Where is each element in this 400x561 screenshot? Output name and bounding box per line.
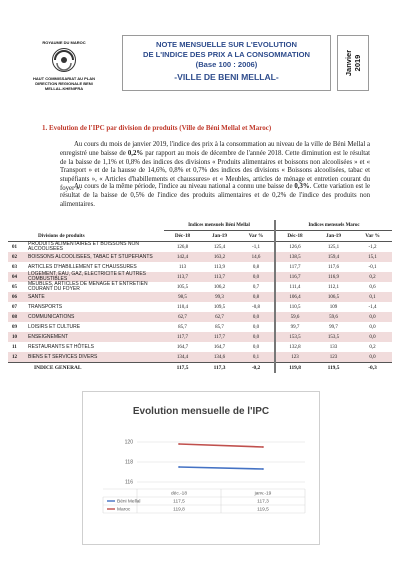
data-table-value: 119,5: [257, 507, 269, 513]
row-label: LOGEMENT, EAU, GAZ, ELECTRICITE ET AUTRES COMBUSTIBLES: [26, 272, 164, 282]
row-cell: 62,7: [164, 312, 201, 322]
series-point: [178, 443, 180, 445]
row-cell: 113,7: [201, 272, 238, 282]
row-cell: 153,5: [314, 332, 353, 342]
row-cell: 113: [178, 264, 187, 270]
row-cell: 133: [329, 344, 338, 350]
row-cell: 138,5: [275, 252, 314, 262]
y-tick-label: 116: [125, 479, 133, 486]
row-code: 06: [8, 292, 26, 302]
row-code: 10: [8, 332, 26, 342]
col-header: Jan-19: [201, 231, 238, 242]
row-code: 12: [8, 352, 26, 363]
row-cell: 117,6: [327, 264, 340, 270]
row-cell: 15,1: [353, 252, 392, 262]
row-cell: 123: [275, 352, 314, 363]
row-cell: 0,1: [238, 352, 275, 363]
row-code: 01: [12, 244, 17, 250]
table-row: [8, 282, 392, 292]
hcp-logo-icon: [51, 47, 77, 73]
row-cell: 0,0: [353, 352, 392, 363]
row-cell: 0,0: [238, 332, 275, 342]
row-cell: 0,0: [238, 312, 275, 322]
table-row: [8, 322, 392, 332]
row-cell: 62,7: [201, 312, 238, 322]
row-cell: -1,1: [252, 244, 260, 250]
row-label: LOISIRS ET CULTURE: [28, 323, 81, 330]
group-header-beni-mellal: Indices mensuels Béni Mellal: [164, 220, 275, 231]
row-code: 03: [12, 264, 17, 270]
date-year: 2019: [353, 54, 362, 72]
region-title: -VILLE DE BENI MELLAL-: [174, 72, 279, 82]
total-cell: 117,3: [201, 363, 238, 374]
table-row: [8, 302, 392, 312]
section-title: 1. Evolution de l'IPC par division de produits (Ville de Béni Mellal et Maroc): [42, 124, 272, 132]
series-point: [262, 468, 264, 470]
row-cell: -0,8: [252, 304, 260, 310]
row-cell: 125,4: [213, 244, 226, 250]
row-cell: 0,2: [369, 344, 376, 350]
row-cell: 110,5: [275, 302, 314, 312]
row-label: MEUBLES, ARTICLES DE MENAGE ET ENTRETIEN COURANT DU FOYER: [28, 281, 148, 292]
row-code: 09: [12, 324, 17, 330]
total-cell: 119,5: [314, 363, 353, 374]
row-cell: 106,5: [314, 292, 353, 302]
row-cell: 125,1: [327, 244, 340, 250]
table-row: [8, 352, 392, 363]
row-cell: 164,7: [213, 344, 226, 350]
kingdom-label: ROYAUME DU MAROC: [42, 40, 86, 45]
row-cell: 99,3: [201, 292, 238, 302]
total-row: [8, 363, 392, 374]
row-code: 08: [8, 312, 26, 322]
row-cell: 0,1: [353, 292, 392, 302]
row-code: 04: [8, 272, 26, 282]
row-cell: 163,2: [201, 252, 238, 262]
row-cell: 0,0: [353, 312, 392, 322]
row-cell: -1,4: [368, 304, 377, 310]
highlight-value: 0,2%: [127, 149, 144, 157]
paragraph-text: Au cours de la même période, l'indice au niveau national a connu une baisse de: [74, 183, 295, 190]
row-cell: 109: [329, 304, 338, 310]
row-cell: 99,7: [275, 322, 314, 332]
agency-line: MELLAL-KHENIFRA: [44, 86, 84, 91]
series-line: [179, 467, 263, 469]
agency-block: [22, 40, 106, 91]
ipc-chart: [82, 391, 320, 545]
y-tick-label: 120: [124, 439, 133, 446]
data-table-value: 119,8: [173, 507, 185, 513]
row-cell: 109,5: [213, 304, 226, 310]
row-cell: 153,5: [275, 332, 314, 342]
legend-series-name: Maroc: [117, 507, 131, 513]
row-cell: 59,6: [275, 312, 314, 322]
row-cell: 117,7: [201, 332, 238, 342]
row-code: 02: [8, 252, 26, 262]
row-label: RESTAURANTS ET HÔTELS: [28, 343, 94, 350]
row-label: ARTICLES D'HABILLEMENT ET CHAUSSURES: [28, 263, 137, 270]
row-cell: 110,4: [176, 304, 189, 310]
row-label: COMMUNICATIONS: [26, 312, 164, 322]
chart-title: Evolution mensuelle de l'IPC: [132, 406, 270, 417]
row-cell: 123: [314, 352, 353, 363]
agency-line: HAUT COMMISSARIAT AU PLAN: [33, 76, 95, 81]
table-row: [8, 332, 392, 342]
row-cell: 164,7: [176, 344, 189, 350]
row-cell: 85,7: [215, 324, 224, 330]
row-cell: 132,8: [275, 342, 314, 352]
row-label: SANTE: [26, 292, 164, 302]
total-cell: -0,3: [353, 363, 392, 374]
row-label: PRODUITS ALIMENTAIRES ET BOISSONS NON ALCOOLISEES: [28, 241, 139, 252]
paragraph-maroc: [60, 183, 370, 209]
row-cell: 0,7: [252, 284, 260, 290]
col-header-division: Divisions de produits: [26, 231, 164, 242]
row-cell: 85,7: [178, 324, 187, 330]
row-cell: 106,4: [275, 292, 314, 302]
date-month: Janvier: [344, 49, 353, 77]
row-cell: 0,0: [353, 332, 392, 342]
table-row: [8, 292, 392, 302]
row-label: BIENS ET SERVICES DIVERS: [26, 352, 164, 363]
date-label: [344, 50, 362, 76]
row-label: BOISSONS ALCOOLISEES, TABAC ET STUPEFIANTS: [26, 252, 164, 262]
total-cell: 117,5: [164, 363, 201, 374]
row-cell: -1,2: [368, 244, 377, 250]
highlight-value: 0,3%: [294, 183, 310, 190]
table-row: [8, 252, 392, 262]
y-tick-label: 118: [125, 459, 133, 466]
date-box: [337, 35, 369, 91]
row-cell: 0,8: [238, 292, 275, 302]
legend-series-name: Béni Mellal: [117, 499, 141, 505]
row-cell: 142,4: [164, 252, 201, 262]
row-cell: 134,4: [164, 352, 201, 363]
row-cell: 112,1: [327, 284, 340, 290]
table-row: [8, 242, 392, 253]
col-header: Déc-18: [164, 231, 201, 242]
total-cell: -0,2: [238, 363, 275, 374]
row-cell: 98,5: [164, 292, 201, 302]
x-category-label: déc.-18: [171, 491, 187, 497]
paragraph-text: . Cette variation est le résultat de la baisse de 0,5% de l'indice des produits alimentaires et de 0,2% de l'indice des produits non alimentaires.: [60, 183, 371, 208]
row-cell: 0,6: [369, 284, 376, 290]
paragraph-text: Au cours du mois de janvier 2019, l'indice des prix à la consommation au niveau de la ville de Béni Mellal a enregistré une baisse de: [60, 141, 370, 157]
title-line: (Base 100 : 2006): [195, 60, 258, 69]
row-cell: 113,7: [164, 272, 201, 282]
row-code: 07: [12, 304, 17, 310]
row-cell: 113,9: [213, 264, 226, 270]
row-cell: 105,5: [176, 284, 189, 290]
total-cell: 119,8: [275, 363, 314, 374]
col-header: Var %: [353, 231, 392, 242]
row-cell: 126,6: [275, 242, 314, 253]
series-line: [179, 444, 263, 447]
row-cell: 0,0: [369, 324, 376, 330]
row-cell: 111,4: [275, 282, 314, 292]
col-header: Jan-19: [314, 231, 353, 242]
agency-line: DIRECTION REGIONALE BENI: [35, 81, 93, 86]
title-box: [122, 35, 331, 91]
series-point: [262, 446, 264, 448]
row-cell: 0,8: [252, 264, 260, 270]
total-label: INDICE GENERAL: [26, 363, 164, 374]
row-cell: 116,7: [275, 272, 314, 282]
row-cell: 0,2: [353, 272, 392, 282]
series-point: [178, 466, 180, 468]
row-label: TRANSPORTS: [28, 303, 63, 310]
row-code: 11: [12, 344, 17, 350]
row-cell: 0,0: [252, 344, 260, 350]
row-cell: 59,6: [314, 312, 353, 322]
data-table-value: 117,5: [173, 499, 185, 505]
row-code: 05: [12, 284, 17, 290]
row-cell: 0,0: [238, 272, 275, 282]
row-cell: 159,4: [314, 252, 353, 262]
group-header-maroc: Indices mensuels Maroc: [275, 220, 392, 231]
row-cell: 117,7: [164, 332, 201, 342]
row-cell: 116,9: [314, 272, 353, 282]
row-cell: 0,0: [252, 324, 260, 330]
col-header: Var %: [238, 231, 275, 242]
row-cell: 14,6: [238, 252, 275, 262]
table-row: [8, 312, 392, 322]
col-header: Déc-18: [275, 231, 314, 242]
table-row: [8, 342, 392, 352]
ipc-table: [8, 220, 392, 373]
row-cell: 117,7: [275, 262, 314, 272]
row-cell: 134,6: [201, 352, 238, 363]
row-cell: -0,1: [368, 264, 377, 270]
row-label: ENSEIGNEMENT: [26, 332, 164, 342]
row-cell: 99,7: [329, 324, 338, 330]
chart-canvas: [83, 392, 319, 544]
x-category-label: janv.-19: [254, 491, 272, 497]
title-line: DE L'INDICE DES PRIX A LA CONSOMMATION: [142, 50, 311, 59]
paragraph-text: par rapport au mois de décembre de l'année 2018. Cette diminution est le résultat de la baisse de 1,1% et 0,8% des indices des divisions « Produits alimentaires et boissons non alcoolisées » et « Transport » et de la hausse de 14,6%, 0,8% et 0,7% des indices des divisions « Boissons alcoolisées, tabac et stupéfiants », « Articles d'habillements et chaussures» et « Meubles, articles de ménage et entretien courant du foyer ».: [60, 149, 370, 192]
row-cell: 126,8: [176, 244, 189, 250]
row-cell: 106,2: [213, 284, 226, 290]
data-table-value: 117,3: [257, 499, 269, 505]
title-line: NOTE MENSUELLE SUR L'EVOLUTION: [155, 40, 298, 49]
